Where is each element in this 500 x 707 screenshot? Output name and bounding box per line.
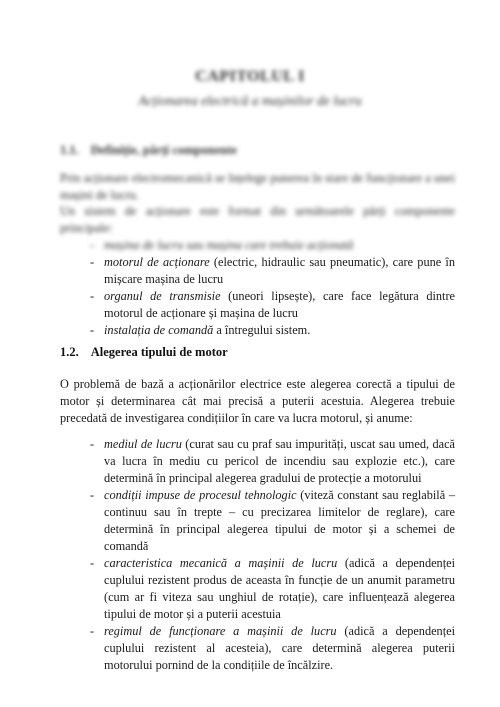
list-item-text: (adică a dependenței cuplului rezistent al acesteia), care determină alegerea puterii motorului pornind de la condițiile de încălzire. — [104, 624, 456, 672]
list-item-term: caracteristica mecanică a mașinii de lucru — [104, 556, 338, 570]
section-number: 1.1. — [60, 143, 79, 157]
list-item-term: mediul de lucru — [104, 437, 182, 451]
list-item — [90, 487, 455, 555]
list-item — [90, 436, 455, 487]
list-item-term: instalația de comandă — [104, 323, 214, 337]
list-item-term: condiții impuse de procesul tehnologic — [104, 488, 297, 502]
chapter-subtitle: Acționarea electrică a mașinilor de lucru — [138, 93, 362, 108]
list-item-term: organul de transmisie — [104, 289, 221, 303]
list-item — [90, 555, 455, 623]
section-heading-1-2 — [60, 345, 228, 360]
list-item-term: mașina de lucru sau mașina care trebuie acționată — [104, 238, 354, 252]
section-number: 1.2. — [60, 345, 79, 359]
paragraph: Prin acționare electromecanică se înțelege punerea în stare de funcționare a unei mașini de lucru. — [60, 171, 455, 202]
list-item-text: (adică a dependenței cuplului rezistent produs de aceasta în funcție de un anumit parametru (cum ar fi viteza sau unghiul de rotație), care influențează alegerea tipului de motor și a puterii acestuia — [104, 556, 455, 621]
list-item — [90, 623, 455, 674]
list-item-term: motorul de acționare — [104, 255, 210, 269]
paragraph: Un sistem de acționare este format din următoarele părți componente principale: — [60, 204, 455, 235]
list-item-text: a întregului sistem. — [213, 323, 311, 337]
list-item-text: (curat sau cu praf sau impurități, uscat sau umed, dacă va lucra în mediu cu pericol de incendiu sau explozie etc.), care determină în principal alegerea gradului de protecție a motorului — [104, 437, 455, 485]
list-item-text: (uneori lipsește), care face legătura dintre motorul de acționare și mașina de lucru — [104, 289, 456, 320]
component-list — [90, 237, 455, 339]
section-heading-1-1 — [60, 143, 237, 158]
conditions-list — [90, 436, 455, 674]
list-item-term: regimul de funcționare a mașinii de lucru — [104, 624, 337, 638]
list-item-text: (viteză constant sau reglabilă – continuu sau în trepte – cu precizarea limitelor de reglare), care determină în principal alegerea tipului de motor și a schemei de comandă — [104, 488, 456, 553]
list-item — [90, 288, 455, 322]
section-title: Alegerea tipului de motor — [90, 345, 228, 359]
list-item — [90, 254, 455, 288]
paragraph: O problemă de bază a acționărilor electrice este alegerea corectă a tipului de motor și determinarea cât mai precisă a puterii acestuia. Alegerea trebuie precedată de investigarea condițiilor în care va lucra motorul, și anume: — [60, 377, 455, 425]
list-item-text: (electric, hidraulic sau pneumatic), care pune în mișcare mașina de lucru — [104, 255, 455, 286]
list-item — [90, 237, 455, 254]
chapter-title: CAPITOLUL I — [195, 68, 305, 85]
list-item — [90, 322, 455, 339]
section-title: Definiție, părți componente — [90, 143, 237, 157]
